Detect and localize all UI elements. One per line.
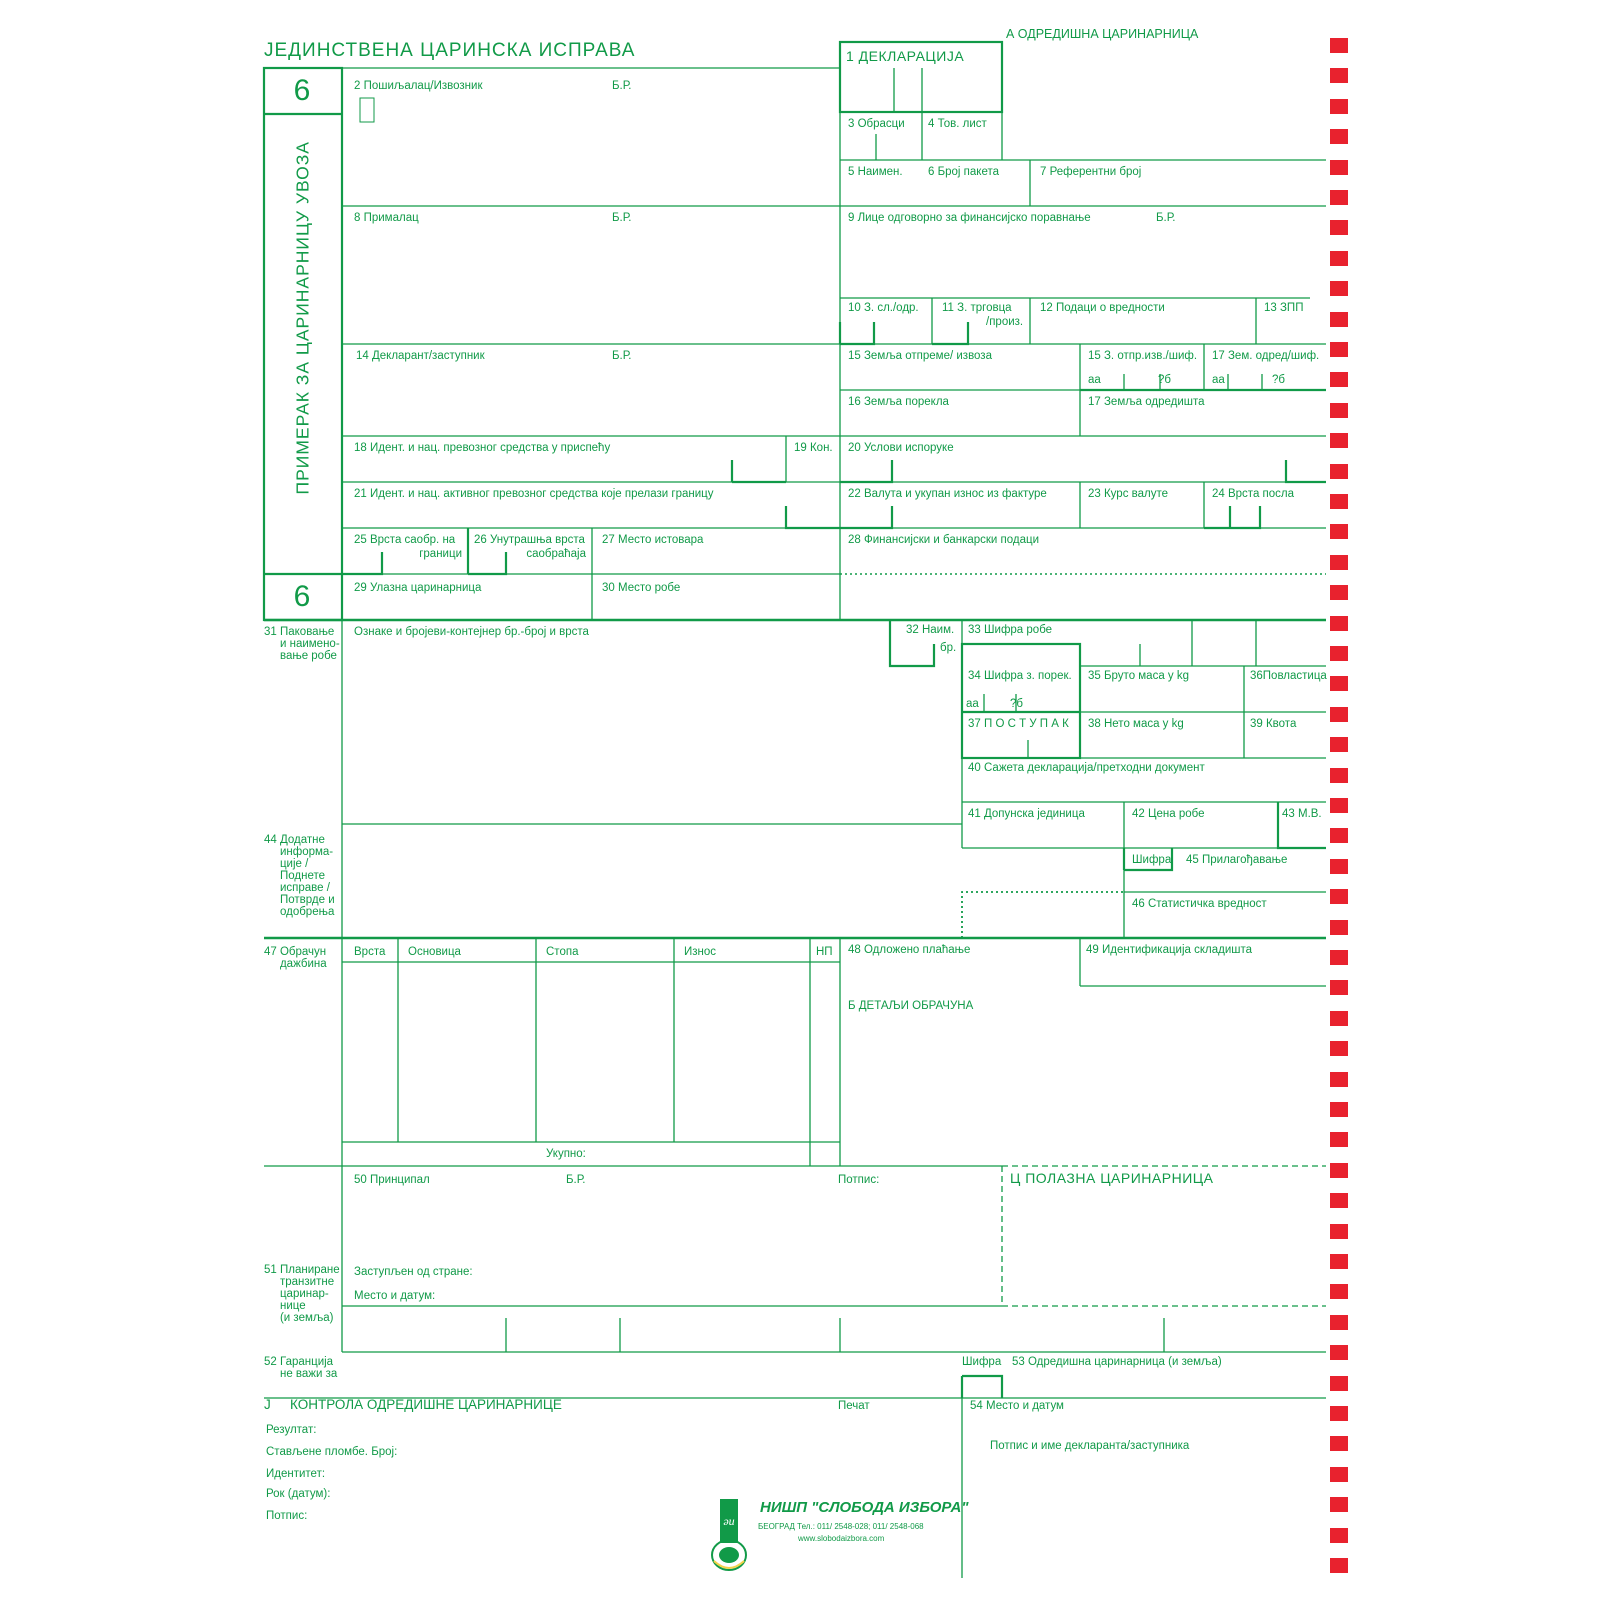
tractor-pin [1330, 1193, 1348, 1208]
field-2-consignor[interactable]: 2 Пошиљалац/Извозник [354, 80, 483, 92]
tractor-pin [1330, 1224, 1348, 1239]
field-32-item-no[interactable]: 32 Наим. [906, 624, 955, 636]
publisher-website: www.slobodaizbora.com [798, 1534, 885, 1543]
tractor-pin [1330, 950, 1348, 965]
tractor-pin [1330, 737, 1348, 752]
tractor-pin [1330, 828, 1348, 843]
seals-label: Стављене пломбе. Број: [266, 1446, 398, 1458]
tractor-pin [1330, 312, 1348, 327]
tractor-pin [1330, 99, 1348, 114]
tractor-pin [1330, 281, 1348, 296]
field-14-declarant[interactable]: 14 Декларант/заступник [356, 350, 485, 362]
tractor-pin [1330, 1041, 1348, 1056]
field-54-place-date[interactable]: 54 Место и датум [970, 1400, 1064, 1412]
box-j-letter: Ј [264, 1397, 271, 1412]
field-36-preference[interactable]: 36Повластица [1250, 670, 1327, 682]
tractor-pin [1330, 585, 1348, 600]
svg-text:әи: әи [723, 1514, 735, 1528]
field-6-packages[interactable]: 6 Број пакета [928, 166, 1000, 178]
result-label: Резултат: [266, 1424, 317, 1436]
tractor-pin [1330, 1436, 1348, 1451]
field-15a-aa: аа [1088, 374, 1101, 386]
field-11[interactable]: 11 З. трговца [942, 302, 1012, 314]
tractor-pin [1330, 555, 1348, 570]
laurel-emblem-icon [710, 1495, 754, 1577]
tractor-pin [1330, 1406, 1348, 1421]
field-9-financial-person[interactable]: 9 Лице одговорно за финансијско поравнање [848, 212, 1091, 224]
field-51-transit-offices[interactable]: 51 Планиране транзитне царинар- нице (и земља) [264, 1264, 340, 1324]
tractor-pin [1330, 1072, 1348, 1087]
field-10[interactable]: 10 З. сл./одр. [848, 302, 919, 314]
field-50-br: Б.Р. [566, 1174, 586, 1186]
field-33-commodity-code[interactable]: 33 Шифра робе [968, 624, 1053, 636]
field-28-financial-data[interactable]: 28 Финансијски и банкарски подаци [848, 534, 1040, 546]
tractor-pin [1330, 646, 1348, 661]
deadline-label: Рок (датум): [266, 1488, 331, 1500]
field-18-transport-arrival[interactable]: 18 Идент. и нац. превозног средства у приспећу [354, 442, 611, 454]
tractor-pin [1330, 220, 1348, 235]
field-45-adjustment[interactable]: 45 Прилагођавање [1186, 854, 1288, 866]
tractor-pin [1330, 859, 1348, 874]
tractor-pin [1330, 129, 1348, 144]
place-date-label: Место и датум: [354, 1290, 436, 1302]
field-32-sub: бр. [940, 642, 957, 654]
copy-label: ПРИМЕРАК ЗА ЦАРИНАРНИЦУ УВОЗА [292, 141, 313, 495]
box-1-declaration[interactable]: 1 ДЕКЛАРАЦИЈА [846, 48, 965, 64]
field-3-forms[interactable]: 3 Обрасци [848, 118, 905, 130]
signature-label-2: Потпис: [266, 1510, 308, 1522]
field-17a-code[interactable]: 17 Зем. одред/шиф. [1212, 350, 1320, 362]
tractor-pin [1330, 768, 1348, 783]
field-41-supplementary-unit[interactable]: 41 Допунска јединица [968, 808, 1085, 820]
tractor-pin [1330, 433, 1348, 448]
field-52-guarantee[interactable]: 52 Гаранција не важи за [264, 1356, 338, 1380]
tractor-pin [1330, 1163, 1348, 1178]
tractor-pin [1330, 1467, 1348, 1482]
field-39-quota[interactable]: 39 Квота [1250, 718, 1297, 730]
box-j-destination-control: КОНТРОЛА ОДРЕДИШНЕ ЦАРИНАРНИЦЕ [290, 1397, 562, 1412]
field-53-code-label: Шифра [962, 1356, 1002, 1368]
tractor-pin [1330, 1254, 1348, 1269]
box-b-calculation-details: Б ДЕТАЉИ ОБРАЧУНА [848, 1000, 974, 1012]
tractor-pin [1330, 190, 1348, 205]
field-8-consignee[interactable]: 8 Прималац [354, 212, 419, 224]
tractor-pin [1330, 707, 1348, 722]
field-22-currency-amount[interactable]: 22 Валута и укупан износ из фактуре [848, 488, 1047, 500]
field-44-additional-info[interactable]: 44 Додатне информа- ције / Поднете исправе / Потврде и одобрења [264, 834, 335, 918]
field-9-br: Б.Р. [1156, 212, 1176, 224]
tractor-pin [1330, 798, 1348, 813]
field-29-entry-office[interactable]: 29 Улазна царинарница [354, 582, 482, 594]
tractor-pin [1330, 342, 1348, 357]
field-46-statistical-value[interactable]: 46 Статистичка вредност [1132, 898, 1267, 910]
field-31-packaging[interactable]: 31 Паковање и наимено- вање робе [264, 626, 340, 662]
tractor-pin [1330, 251, 1348, 266]
field-5-items[interactable]: 5 Наимен. [848, 166, 903, 178]
tractor-pin [1330, 1558, 1348, 1573]
copy-number-top: 6 [293, 74, 311, 107]
field-17-destination-country[interactable]: 17 Земља одредишта [1088, 396, 1205, 408]
stamp-label: Печат [838, 1400, 870, 1412]
field-43-valuation-method[interactable]: 43 М.В. [1282, 808, 1322, 820]
field-54-signature: Потпис и име декларанта/заступника [990, 1440, 1190, 1452]
field-30-goods-location[interactable]: 30 Место робе [602, 582, 681, 594]
field-12-value-data[interactable]: 12 Подаци о вредности [1040, 302, 1165, 314]
tractor-pin [1330, 616, 1348, 631]
field-25-sub: граници [419, 548, 462, 560]
tractor-pin [1330, 1315, 1348, 1330]
total-label: Укупно: [546, 1148, 586, 1160]
field-34-origin-code[interactable]: 34 Шифра з. порек. [968, 670, 1072, 682]
field-53-destination-office[interactable]: 53 Одредишна царинарница (и земља) [1012, 1356, 1222, 1368]
field-7-reference[interactable]: 7 Референтни број [1040, 166, 1142, 178]
field-27-unloading-place[interactable]: 27 Место истовара [602, 534, 704, 546]
field-15-export-country[interactable]: 15 Земља отпреме/ извоза [848, 350, 992, 362]
tractor-pin [1330, 676, 1348, 691]
box-c-departure-office: Ц ПОЛАЗНА ЦАРИНАРНИЦА [1010, 1170, 1214, 1186]
field-15a-code[interactable]: 15 З. отпр.изв./шиф. [1088, 350, 1198, 362]
field-19-container[interactable]: 19 Кон. [794, 442, 833, 454]
tractor-pin [1330, 160, 1348, 175]
tractor-pin [1330, 1102, 1348, 1117]
tractor-pin [1330, 920, 1348, 935]
copy-number-bottom: 6 [293, 580, 311, 613]
tractor-pin [1330, 1011, 1348, 1026]
tractor-pin [1330, 1345, 1348, 1360]
field-23-exchange-rate[interactable]: 23 Курс валуте [1088, 488, 1169, 500]
form-title: ЈЕДИНСТВЕНА ЦАРИНСКА ИСПРАВА [264, 40, 636, 61]
field-40-summary-declaration[interactable]: 40 Сажета декларација/претходни документ [968, 762, 1205, 774]
field-4-loading-list[interactable]: 4 Тов. лист [928, 118, 987, 130]
tractor-pin [1330, 372, 1348, 387]
tractor-pin [1330, 524, 1348, 539]
field-31-marks: Ознаке и бројеви-контејнер бр.-број и врста [354, 626, 589, 638]
field-11-sub: /произ. [986, 316, 1024, 328]
field-25-border-transport[interactable]: 25 Врста саобр. на [354, 534, 456, 546]
tractor-pin [1330, 1497, 1348, 1512]
tractor-pin [1330, 68, 1348, 83]
col-base: Основица [408, 946, 461, 958]
identity-label: Идентитет: [266, 1468, 326, 1480]
tractor-pin [1330, 403, 1348, 418]
box-a-destination-office: А ОДРЕДИШНА ЦАРИНАРНИЦА [1006, 27, 1199, 41]
field-21-active-transport[interactable]: 21 Идент. и нац. активног превозног средства које прелази границу [354, 488, 714, 500]
col-rate: Стопа [546, 946, 579, 958]
publisher-name: НИШП "СЛОБОДА ИЗБОРА" [760, 1499, 969, 1516]
col-np: НП [816, 946, 833, 958]
field-48-deferred-payment[interactable]: 48 Одложено плаћање [848, 944, 971, 956]
field-2-br: Б.Р. [612, 80, 632, 92]
field-24-transaction-type[interactable]: 24 Врста посла [1212, 488, 1295, 500]
field-37-procedure[interactable]: 37 П О С Т У П А К [968, 718, 1069, 730]
tractor-pin [1330, 1284, 1348, 1299]
field-42-item-price[interactable]: 42 Цена робе [1132, 808, 1205, 820]
field-8-br: Б.Р. [612, 212, 632, 224]
field-34-b: ?б [1010, 698, 1023, 710]
field-16-origin-country[interactable]: 16 Земља порекла [848, 396, 949, 408]
tractor-pin [1330, 1132, 1348, 1147]
field-17a-aa: аа [1212, 374, 1225, 386]
col-type: Врста [354, 946, 386, 958]
tractor-pin [1330, 464, 1348, 479]
field-15a-b: ?б [1158, 374, 1171, 386]
represented-by-label: Заступљен од стране: [354, 1266, 473, 1278]
field-49-warehouse-id[interactable]: 49 Идентификација складишта [1086, 944, 1253, 956]
tractor-pin [1330, 494, 1348, 509]
tractor-pin [1330, 1528, 1348, 1543]
field-13-zpp[interactable]: 13 ЗПП [1264, 302, 1304, 314]
tractor-pin [1330, 889, 1348, 904]
signature-label: Потпис: [838, 1174, 880, 1186]
field-20-delivery-terms[interactable]: 20 Услови испоруке [848, 442, 954, 454]
publisher-address: БЕОГРАД Тел.: 011/ 2548-028; 011/ 2548-068 [758, 1522, 924, 1531]
tractor-pin [1330, 38, 1348, 53]
tractor-pin [1330, 1376, 1348, 1391]
field-47-duty-calculation[interactable]: 47 Обрачун дажбина [264, 946, 327, 970]
field-17a-b: ?б [1272, 374, 1285, 386]
field-26-inland-transport[interactable]: 26 Унутрашња врста [474, 534, 585, 546]
col-amount: Износ [684, 946, 717, 958]
field-38-net-mass[interactable]: 38 Нето маса у kg [1088, 718, 1184, 730]
field-45-code-label: Шифра [1132, 854, 1172, 866]
field-14-br: Б.Р. [612, 350, 632, 362]
field-34-aa: аа [966, 698, 979, 710]
field-26-sub: саобраћаја [526, 548, 586, 560]
field-50-principal[interactable]: 50 Принципал [354, 1174, 430, 1186]
tractor-pin [1330, 980, 1348, 995]
field-35-gross-mass[interactable]: 35 Бруто маса у kg [1088, 670, 1190, 682]
tractor-feed-strip [1330, 38, 1348, 1578]
